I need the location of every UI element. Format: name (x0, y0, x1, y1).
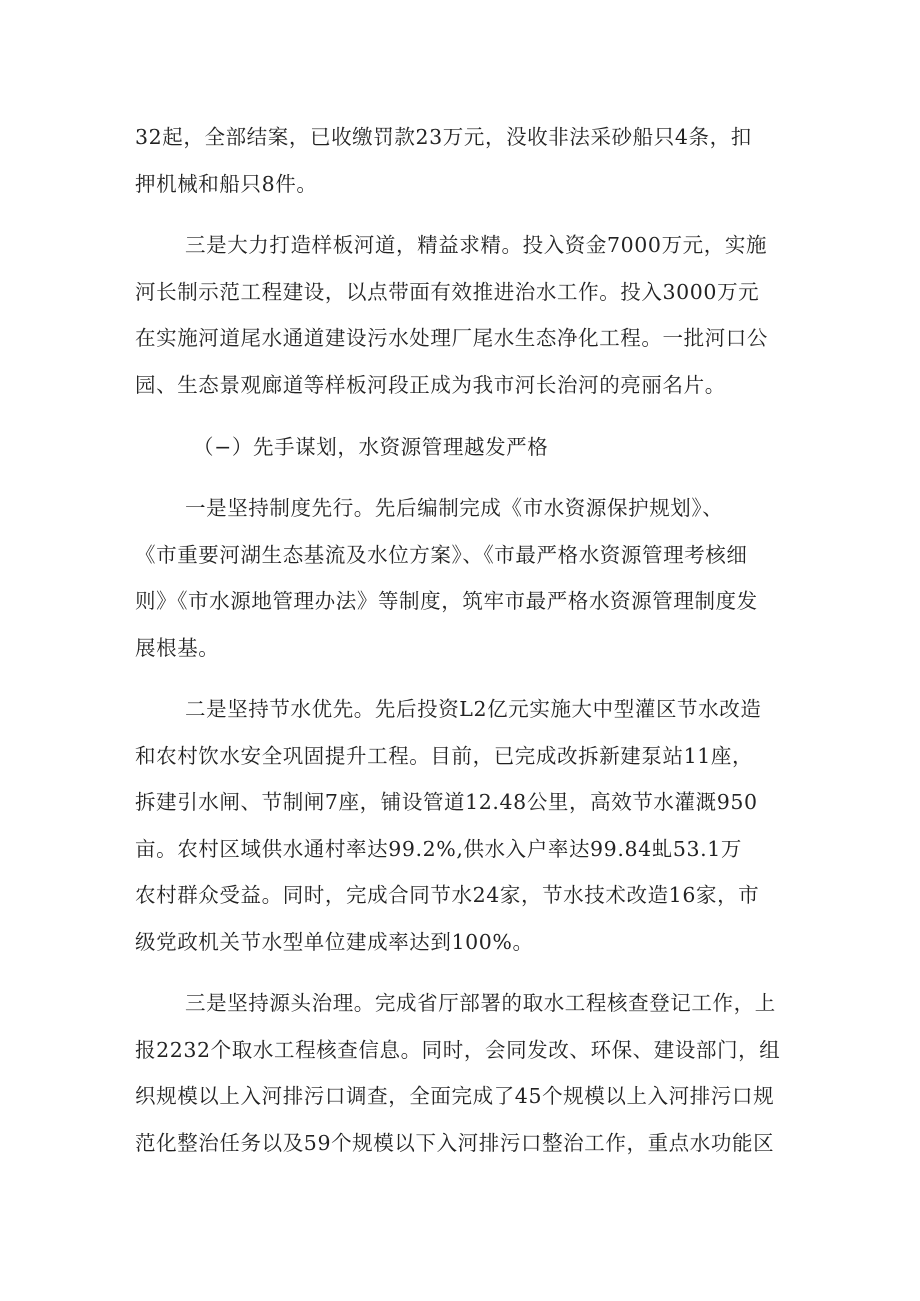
text-line: 在实施河道尾水通道建设污水处理厂尾水生态净化工程。一批河口公 (135, 326, 768, 350)
text-line: 32起，全部结案，已收缴罚款23万元，没收非法采砂船只4条，扣 (135, 125, 752, 149)
paragraph-first-line: 二是坚持节水优先。先后投资L2亿元实施大中型灌区节水改造 (185, 697, 762, 721)
text-line: 范化整治任务以及59个规模以下入河排污口整治工作，重点水功能区 (135, 1131, 775, 1155)
section-heading: （−）先手谋划，水资源管理越发严格 (193, 435, 549, 459)
text-line: 级党政机关节水型单位建成率达到100%。 (135, 930, 534, 954)
text-line: 农村群众受益。同时，完成合同节水24家，节水技术改造16家，市 (135, 883, 760, 907)
text-line: 织规模以上入河排污口调查，全面完成了45个规模以上入河排污口规 (135, 1084, 775, 1108)
text-line: 报2232个取水工程核查信息。同时，会同发改、环保、建设部门，组 (135, 1038, 781, 1062)
text-line: 展根基。 (135, 636, 220, 660)
text-line: 拆建引水闸、节制闸7座，铺设管道12.48公里，高效节水灌溉950 (135, 790, 758, 814)
paragraph-first-line: 三是坚持源头治理。完成省厅部署的取水工程核查登记工作，上 (185, 991, 776, 1015)
paragraph-first-line: 一是坚持制度先行。先后编制完成《市水资源保护规划》、 (185, 496, 724, 520)
text-line: 押机械和船只8件。 (135, 172, 318, 196)
text-line: 亩。农村区域供水通村率达99.2%,供水入户率达99.84虬53.1万 (135, 837, 742, 861)
text-line: 园、生态景观廊道等样板河段正成为我市河长治河的亮丽名片。 (135, 373, 726, 397)
text-line: 河长制示范工程建设，以点带面有效推进治水工作。投入3000万元 (135, 280, 760, 304)
text-line: 和农村饮水安全巩固提升工程。目前，已完成改拆新建泵站11座， (135, 744, 754, 768)
text-line: 《市重要河湖生态基流及水位方案》、《市最严格水资源管理考核细 (135, 543, 748, 567)
paragraph-first-line: 三是大力打造样板河道，精益求精。投入资金7000万元，实施 (185, 233, 768, 257)
text-line: 则》《市水源地管理办法》等制度，筑牢市最严格水资源管理制度发 (135, 589, 758, 613)
